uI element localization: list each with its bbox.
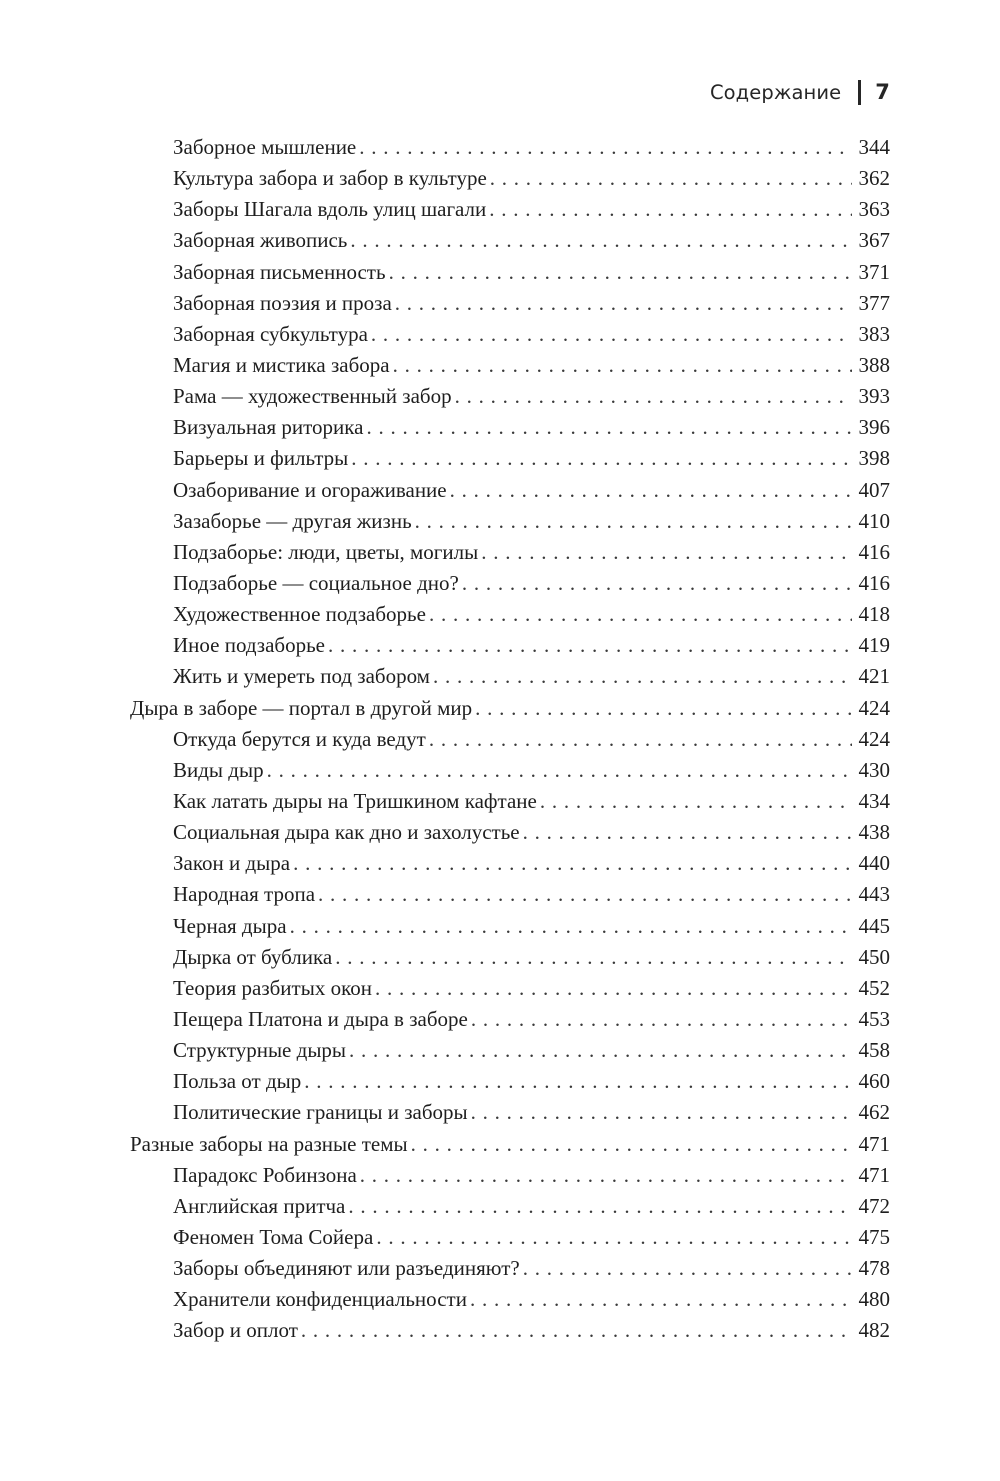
toc-entry-title: Парадокс Робинзона [173, 1162, 357, 1187]
toc-entry-page: 393 [858, 384, 890, 409]
toc-entry-title: Заборы Шагала вдоль улиц шагали [173, 197, 487, 222]
toc-entry-title: Заборное мышление [173, 135, 357, 159]
toc-dot-leader [411, 1129, 852, 1160]
running-head-page-number: 7 [875, 80, 890, 104]
toc-entry [130, 1253, 890, 1284]
toc-entry-title: Забор и оплот [173, 1318, 298, 1343]
toc-entry-title: Заборы объединяют или разъединяют? [173, 1256, 520, 1281]
toc-entry-page: 452 [858, 975, 890, 1000]
toc-section-entry [130, 1129, 890, 1160]
toc-dot-leader [450, 475, 852, 506]
toc-entry-title: Английская притча [173, 1193, 346, 1218]
toc-entry [130, 817, 890, 848]
toc-entry [130, 350, 890, 381]
toc-entry-page: 371 [858, 259, 890, 284]
toc-dot-leader [376, 1222, 852, 1253]
toc-entry [130, 568, 890, 599]
toc-entry-page: 424 [858, 726, 890, 751]
toc-dot-leader [335, 942, 852, 973]
toc-entry-title: Озаборивание и огораживание [173, 477, 447, 502]
toc-entry [130, 786, 890, 817]
toc-entry [130, 1222, 890, 1253]
toc-entry-title: Культура забора и забор в культуре [173, 166, 487, 191]
toc-entry-page: 440 [858, 851, 890, 876]
toc-entry [130, 475, 890, 506]
toc-entry-page: 460 [858, 1069, 890, 1094]
toc-entry [130, 537, 890, 568]
toc-entry-page: 362 [858, 166, 890, 191]
toc-entry-title: Теория разбитых окон [173, 975, 372, 1000]
toc-dot-leader [540, 786, 852, 817]
toc-entry-page: 396 [858, 415, 890, 440]
toc-section-entry [130, 693, 890, 724]
toc-dot-leader [429, 599, 852, 630]
toc-dot-leader [267, 755, 852, 786]
toc-entry-title: Закон и дыра [173, 851, 291, 876]
toc-dot-leader [471, 1097, 852, 1128]
toc-entry-title: Дыра в заборе — портал в другой мир [130, 695, 473, 720]
toc-entry-title: Политические границы и заборы [173, 1100, 468, 1125]
toc-entry-title: Художественное подзаборье [173, 602, 426, 627]
toc-entry [130, 848, 890, 879]
toc-entry [130, 1097, 890, 1128]
toc-entry-page: 407 [858, 477, 890, 502]
toc-entry [130, 132, 890, 163]
toc-entry-page: 377 [858, 290, 890, 315]
toc-entry-page: 410 [858, 508, 890, 533]
toc-dot-leader [470, 1284, 852, 1315]
toc-entry-page: 462 [858, 1100, 890, 1125]
toc-dot-leader [393, 350, 852, 381]
toc-entry [130, 599, 890, 630]
toc-entry [130, 194, 890, 225]
toc-entry-title: Виды дыр [173, 757, 264, 782]
toc-dot-leader [293, 848, 852, 879]
toc-entry-page: 471 [858, 1162, 890, 1187]
toc-dot-leader [490, 163, 852, 194]
toc-entry-title: Пещера Платона и дыра в заборе [173, 1006, 468, 1031]
toc-dot-leader [350, 225, 852, 256]
toc-entry-page: 416 [858, 539, 890, 564]
toc-entry-page: 471 [858, 1131, 890, 1156]
toc-entry [130, 257, 890, 288]
toc-entry [130, 1284, 890, 1315]
toc-entry-title: Подзаборье: люди, цветы, могилы [173, 539, 479, 564]
toc-entry-title: Жить и умереть под забором [173, 664, 430, 689]
toc-entry [130, 288, 890, 319]
toc-entry-page: 418 [858, 602, 890, 627]
toc-entry [130, 879, 890, 910]
toc-entry-title: Дырка от бублика [173, 944, 333, 969]
toc-entry-title: Заборная живопись [173, 228, 348, 253]
toc-dot-leader [475, 693, 852, 724]
toc-dot-leader [455, 381, 852, 412]
toc-entry-page: 478 [858, 1256, 890, 1281]
toc-entry-title: Черная дыра [173, 913, 287, 938]
toc-entry-title: Как латать дыры на Тришкином кафтане [173, 788, 537, 813]
toc-entry [130, 381, 890, 412]
toc-entry [130, 506, 890, 537]
toc-dot-leader [429, 724, 852, 755]
toc-entry-page: 388 [858, 352, 890, 377]
toc-entry-title: Хранители конфиденциальности [173, 1287, 467, 1312]
toc-entry-page: 430 [858, 757, 890, 782]
toc-dot-leader [301, 1315, 852, 1346]
toc-entry-page: 434 [858, 788, 890, 813]
running-head [710, 76, 890, 108]
toc-entry [130, 755, 890, 786]
toc-entry [130, 1004, 890, 1035]
toc-dot-leader [360, 1160, 852, 1191]
toc-entry-page: 482 [858, 1318, 890, 1343]
toc-entry-page: 421 [858, 664, 890, 689]
toc-entry [130, 1315, 890, 1346]
toc-dot-leader [366, 412, 852, 443]
toc-entry-title: Феномен Тома Сойера [173, 1224, 374, 1249]
toc-entry [130, 942, 890, 973]
toc-dot-leader [523, 1253, 852, 1284]
toc-dot-leader [371, 319, 852, 350]
running-head-divider [858, 80, 861, 105]
running-head-section: Содержание [709, 80, 842, 104]
toc-entry-page: 344 [858, 135, 890, 159]
toc-entry [130, 412, 890, 443]
table-of-contents [130, 132, 890, 1346]
toc-dot-leader [375, 973, 852, 1004]
toc-entry-page: 424 [858, 695, 890, 720]
toc-entry-page: 367 [858, 228, 890, 253]
toc-entry [130, 661, 890, 692]
toc-entry-page: 450 [858, 944, 890, 969]
toc-entry-title: Социальная дыра как дно и захолустье [173, 820, 520, 845]
toc-entry-title: Народная тропа [173, 882, 316, 907]
toc-entry-title: Иное подзаборье [173, 633, 326, 658]
toc-entry-title: Заборная письменность [173, 259, 386, 284]
toc-entry-page: 438 [858, 820, 890, 845]
toc-entry-page: 383 [858, 321, 890, 346]
toc-entry-title: Визуальная риторика [173, 415, 364, 440]
toc-dot-leader [359, 132, 852, 163]
toc-entry [130, 319, 890, 350]
toc-entry [130, 724, 890, 755]
toc-dot-leader [318, 879, 852, 910]
toc-entry-title: Разные заборы на разные темы [130, 1131, 408, 1156]
toc-entry [130, 973, 890, 1004]
toc-dot-leader [290, 911, 852, 942]
toc-dot-leader [489, 194, 852, 225]
toc-entry-page: 453 [858, 1006, 890, 1031]
toc-dot-leader [462, 568, 852, 599]
toc-entry-title: Магия и мистика забора [173, 352, 390, 377]
toc-dot-leader [395, 288, 852, 319]
toc-entry [130, 1191, 890, 1222]
toc-entry-title: Откуда берутся и куда ведут [173, 726, 426, 751]
toc-entry [130, 443, 890, 474]
toc-entry [130, 1160, 890, 1191]
toc-entry-page: 419 [858, 633, 890, 658]
toc-dot-leader [481, 537, 852, 568]
toc-dot-leader [389, 257, 852, 288]
toc-entry-title: Заборная субкультура [173, 321, 368, 346]
toc-entry-page: 472 [858, 1193, 890, 1218]
toc-dot-leader [471, 1004, 852, 1035]
toc-entry-page: 363 [858, 197, 890, 222]
toc-dot-leader [433, 661, 852, 692]
toc-entry-page: 445 [858, 913, 890, 938]
toc-dot-leader [415, 506, 852, 537]
toc-entry-title: Зазаборье — другая жизнь [173, 508, 412, 533]
toc-entry [130, 1035, 890, 1066]
toc-entry-page: 458 [858, 1038, 890, 1063]
toc-dot-leader [348, 1191, 852, 1222]
toc-entry-page: 475 [858, 1224, 890, 1249]
toc-entry-page: 443 [858, 882, 890, 907]
toc-entry-page: 398 [858, 446, 890, 471]
toc-entry-title: Польза от дыр [173, 1069, 302, 1094]
toc-entry [130, 225, 890, 256]
toc-entry-page: 416 [858, 570, 890, 595]
toc-dot-leader [351, 443, 852, 474]
toc-entry-title: Структурные дыры [173, 1038, 347, 1063]
toc-entry-title: Барьеры и фильтры [173, 446, 349, 471]
toc-entry [130, 911, 890, 942]
toc-entry-title: Рама — художественный забор [173, 384, 452, 409]
toc-entry-title: Подзаборье — социальное дно? [173, 570, 459, 595]
toc-entry [130, 163, 890, 194]
toc-entry [130, 1066, 890, 1097]
toc-dot-leader [304, 1066, 852, 1097]
toc-entry-title: Заборная поэзия и проза [173, 290, 392, 315]
toc-entry [130, 630, 890, 661]
toc-dot-leader [523, 817, 852, 848]
toc-dot-leader [328, 630, 852, 661]
toc-dot-leader [349, 1035, 852, 1066]
toc-entry-page: 480 [858, 1287, 890, 1312]
